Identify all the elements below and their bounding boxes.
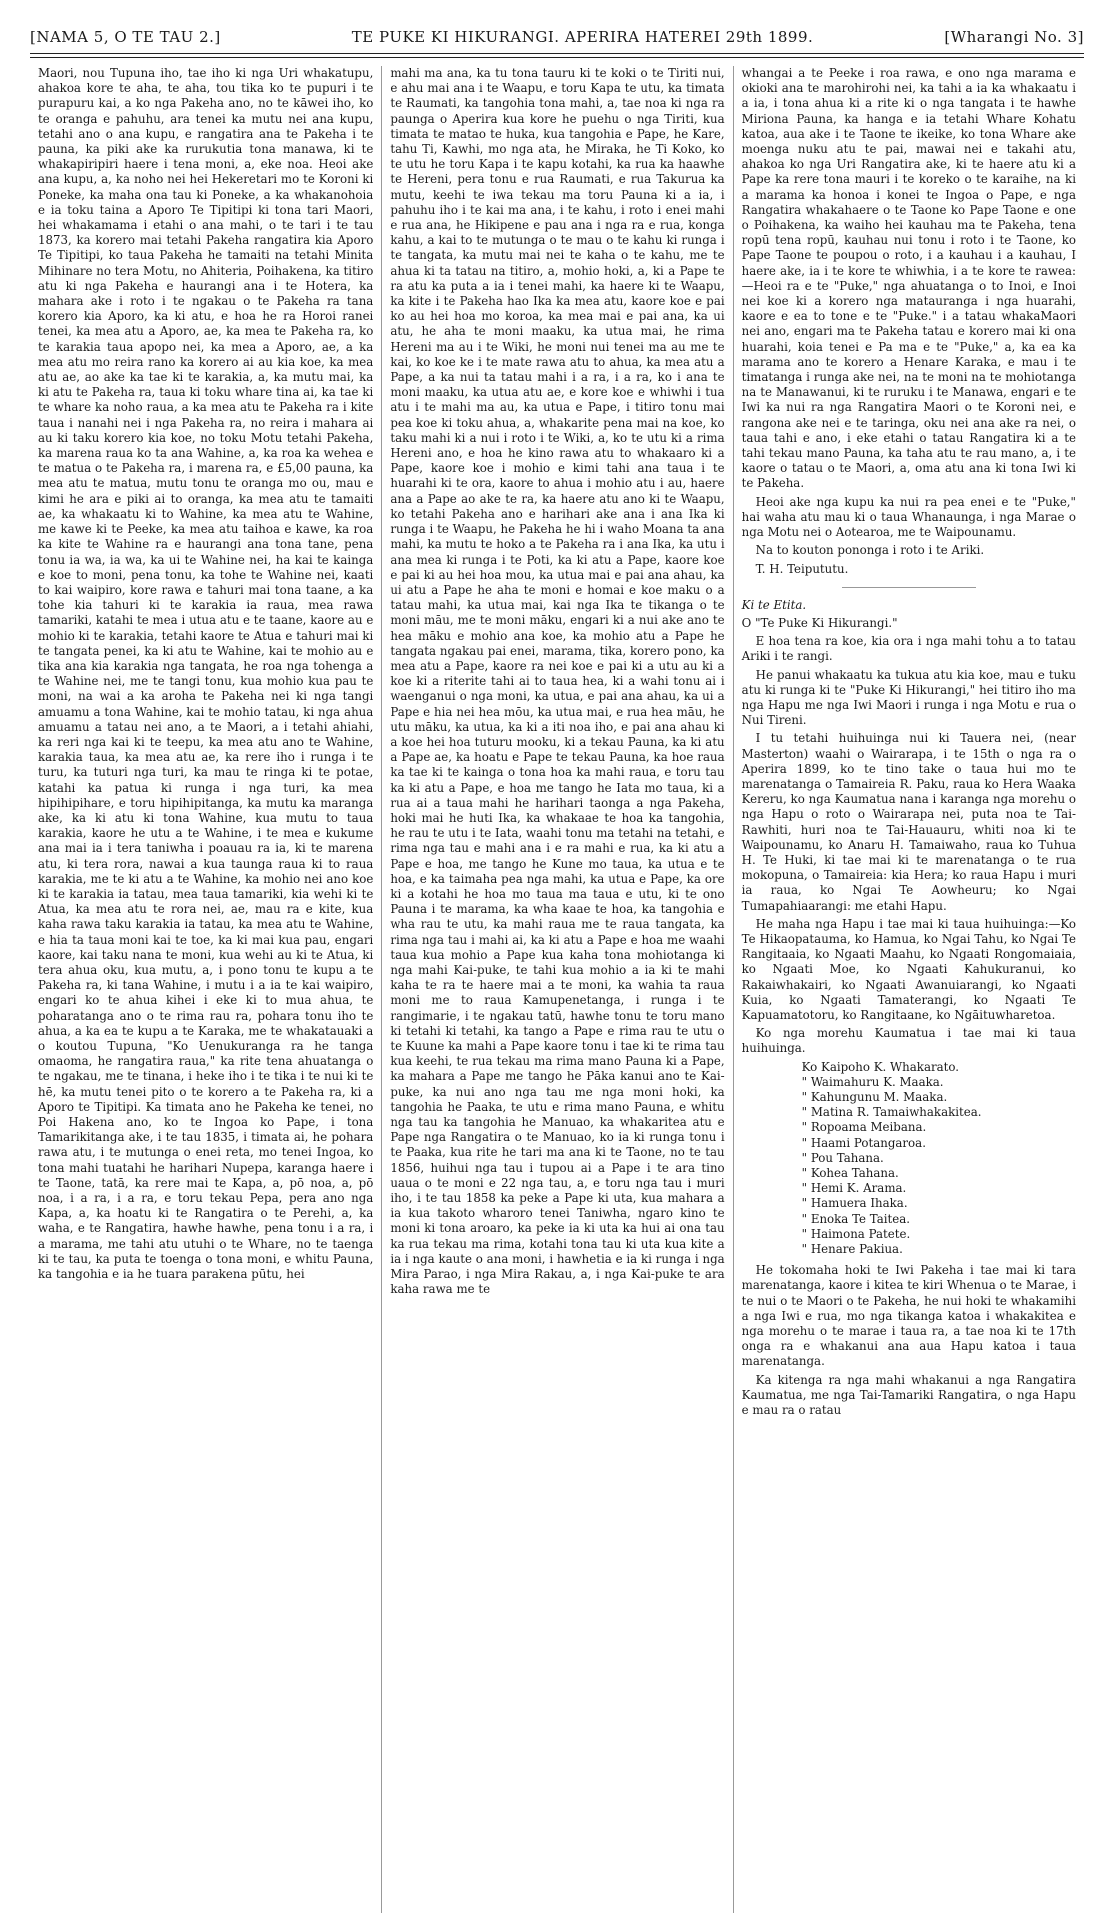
elder-item: " Hemi K. Arama.	[801, 1181, 907, 1196]
letter-signature: T. H. Teipututu.	[755, 561, 849, 576]
column-1	[30, 66, 381, 1913]
letter2-paragraph: He maha nga Hapu i tae mai ki taua huihuinga:—Ko Te Hikaopatauma, ko Hamua, ko Ngai Tahu, ko Ngai Te Rangitaaia, ko Ngaati Maahu, ko Ngaati Rongomaiaia, ko Ngaati Moe, ko Ngaati Kahukuranui, ko Rakaiwhakairi, ko Ngaati Awanuiarangi, ko Ngaati Kuia, ko Ngaati Tamaterangi, ko Ngaati Te Kapuamatotoru, ko Rangitaane, ko Ngāituwharetoa.	[741, 916, 1076, 1022]
letter-separator	[842, 587, 976, 588]
elder-item: " Haami Potangaroa.	[801, 1135, 926, 1150]
issue-date: APERIRA HATEREI 29th 1899.	[564, 28, 814, 46]
header-rule-thin	[30, 57, 1084, 58]
column-3-paragraph: Heoi ake nga kupu ka nui ra pea enei e te "Puke," hai waha atu mau ki o taua Whanaunga, i nga Marae o nga Motu nei o Aotearoa, me te Waipounamu.	[741, 494, 1076, 540]
elder-item: " Matina R. Tamaiwhakakitea.	[801, 1105, 982, 1120]
elder-item: " Kahungunu M. Maaka.	[801, 1090, 948, 1104]
column-1-paragraph: Maori, nou Tupuna iho, tae iho ki nga Uri whakatupu, ahakoa kore te aha, te aha, tou tika ko te pupuri i te purapuru kai, a ko nga Pakeha ano, no te kāwei iho, ko te oranga e pahuhu, ara tenei ka mutu nei ana kupu, tetahi ano o ana kupu, e rangatira ana te Pakeha i te pauna, ka piki ake ka rurukutia tona manawa, ki te whakapiripiri haere i tena moni, a, eke noa. Heoi ake ana kupu, a, ka noho nei hei Hekeretari mo te Koroni ki Poneke, ka maha ona tau ki Poneke, a ka whakanohoia e ia toku taina a Aporo Te Tipitipi ki tona tari Maori, hei whakamama i etahi o ana mahi, o te tari i te tau 1873, ka korero mai tetahi Pakeha rangatira kia Aporo Te Tipitipi, ko taua Pakeha he tamaiti na tetahi Minita Mihinare no tera Motu, no Ahiteria, Poihakena, ka titiro atu ki nga Pakeha e haurangi ana i te Hotera, ka mahara ake i roto i te ngakau o te Pakeha ra tana korero kia Aporo, ka ki atu, e hoa he ra Horoi ranei tenei, ka mea atu a Aporo, ae, ka mea te Pakeha ra, ko te karakia taua apopo nei, ka mea a Aporo, ae, a ka mea atu mo reira rano ka korero ai au kia koe, ka mea atu ae, ao ake ka tae ki te karakia, a, ka mutu mai, ka ki atu te Pakeha ra, taua ki toku whare tina ai, ka tae ki te whare ka noho raua, a ka mea atu te Pakeha ra i kite taua i nanahi nei i nga Pakeha ra, no reira i mahara ai au ki taku korero kia koe, no toku Motu tetahi Pakeha, ka marena raua ko ta ana Wahine, a, ka roa ka wehea e te matua o te Pakeha ra, i marena ra, e £5,00 pauna, ka mea atu te matua, mutu tonu te oranga mo ou, mau e kimi he ara e piki ai to oranga, ka mea atu te tamaiti ae, ka whakaatu ki to Wahine, ka mea atu te Wahine, me kawe ki te Peeke, ka mea atu taihoa e kawe, ka roa ka kite te Wahine ra e haurangi ana tona tane, pena tonu ia wa, ia wa, ka ui te Wahine nei, ha kai te kainga e koe to moni, pena tonu, ka tohe te Wahine nei, kaati to kai waipiro, kore rawa e tahuri mai tona taane, a ka tohe kia tahuri ki te karakia ia raua, mea rawa tamariki, katahi te mea i utua atu e te taane, kaore au e mohio ki te karakia, tetahi kaore te Atua e tahuri mai ki te tangata penei, ka ki atu te Wahine, kai te mohio au e tika ana kia karakia nga tangata, he roa nga tohenga a te Wahine nei, me te tangi tonu, kua mohio kua pau te moni, na wai a ka aroha te Pakeha nei ki nga tangi amuamu a tona Wahine, kai te mohio tatau, ki nga ahua amuamu a tatau nei ano, a te Maori, a i tetahi ahiahi, ka reri nga kai ki te teepu, ka mea atu ano te Wahine, karakia taua, ka mea atu ae, ka rere iho i runga i te turu, ka tuturi nga turi, ka mau te ringa ki te potae, katahi ka patua ki runga i nga turi, ka mea hipihipihare, e toru hipihipitanga, ka mutu ka maranga ake, ka ki atu ki tona Wahine, kua mutu to taua karakia, kaore he utu a te Wahine, i te mea e kukume ana mai ia i tera taniwha i poauau ra ia, ki te marena atu, ki tera rora, nawai a kua taunga raua ki to raua karakia, me te ki atu a te Wahine, ka mohio nei ano koe ki te karakia ia tatau, mea taua tamariki, kia wehi ki te Atua, ka mea atu te rora nei, ae, mau ra e kite, kua kaha rawa taku karakia ia tatau, ka mea atu te Wahine, e hia ta taua moni kai te toe, ka ki mai kua pau, engari kaore, kai taku nana te moni, kua wehi au ki te Atua, ki tera ahua oku, kua mutu, a, i pono tonu te kupu a te Pakeha ra, ki tana Wahine, i mutu i a ia te kai waipiro, engari ko te ahua kihei i eke ki to mua ahua, te poharatanga ano o te rima rau ra, pohara tonu iho te ahua, a ka ea te kupu a te Karaka, me te whakatauaki a o koutou Tupuna, "Ko Uenukuranga ra he tanga omaoma, he rangatira raua," ka rite tena ahuatanga o te ngakau, me te tinana, i heke iho i te tika i te nui ki te hē, ka mutu tenei pito o te korero a te Pakeha ra, ki a Aporo te Tipitipi. Ka timata ano he Pakeha ke tenei, no Poi Hakena ano, ko te Ingoa ko Pape, i tona Tamarikitanga ake, i te tau 1835, i timata ai, he pohara rawa atu, i te mutunga o enei reta, mo tenei Ingoa, ko tona mahi tuatahi he harihari Nupepa, karanga haere i te Taone, tatā, ka rere mai te Kapa, a, pō noa, a, pō noa, i a ra, i a ra, e toru tekau Pepa, pera ano nga Kapa, a, ka hoatu ki te Rangatira o te Perehi, a, ka waha, e te Rangatira, hawhe hawhe, pena tonu i a ra, i a marama, me tahi atu utuhi o te Whare, no te taenga ki te tau, ka puta te toenga o tona moni, e whitu Pauna, ka tangohia e ia he tuara parakena pūtu, hei	[38, 66, 374, 1282]
letter2-paragraph: I tu tetahi huihuinga nui ki Tauera nei, (near Masterton) waahi o Wairarapa, i te 15th o nga ra o Aperira 1899, ko te tino take o taua hui mo te marenatanga o Tamaireia R. Paku, raua ko Hera Waaka Kereru, ko nga Kaumatua nana i karanga nga morehu o nga Hapu o roto o Wairarapa nei, puta noa te Tai-Rawhiti, huri noa te Tai-Hauauru, whiti noa ki te Waipounamu, ko Anaru H. Tamaiwaho, raua ko Tuhua H. Te Huki, ki tae mai ki te marenatanga o te rua mokopuna, o Tamaireia: kia Hera; ko raua Hapu i muri ia raua, ko Ngai Te Aowheuru; ko Ngai Tumapahiaarangi: me etahi Hapu.	[741, 731, 1076, 913]
elder-item: " Waimahuru K. Maaka.	[801, 1074, 944, 1089]
letter2-paragraph: Ko nga morehu Kaumatua i tae mai ki taua huihuinga.	[741, 1026, 1076, 1056]
letter-closing: Na to kouton pononga i roto i te Ariki.	[755, 543, 985, 558]
elder-item: " Henare Pakiua.	[801, 1242, 903, 1257]
elder-item: " Haimona Patete.	[801, 1226, 911, 1241]
elder-item: " Enoka Te Taitea.	[801, 1211, 911, 1226]
column-2-paragraph: mahi ma ana, ka tu tona tauru ki te koki o te Tiriti nui, e ahu mai ana i te Waapu, e toru Kapa te utu, ka timata te Raumati, ka tangohia tona mahi, a, tae noa ki nga ra paunga o Aperira kua kore he puehu o nga Tiriti, kua timata te matao te huka, kua tangohia e Pape, he Kare, tahu Ti, Kawhi, mo nga ata, he Miraka, he Ti Koko, ko te utu he toru Kapa i te kapu kotahi, ka rua ka haawhe te Hereni, pera tonu e rua Raumati, e rua Takurua ka mutu, keehi te iwa tekau ma toru Pauna ki a ia, i pahuhu iho i te kai ma ana, i te kahu, i roto i enei mahi e rua ana, he Hikipene e pau ana i nga ra e rua, konga kahu, a kai to te mutunga o te mau o te kahu ki runga i te tangata, ka mutu mai nei te kaha o te kahu, me te ahua ki ta tatau na titiro, a, mohio hoki, a, ki a Pape te ra atu ka puta a ia i tenei mahi, ka haere ki te Waapu, ka kite i te Pakeha hao Ika ka mea atu, kaore koe e pai ko au hei hoa mo koroa, ka mea mai e pai ana, ka ui atu, he aha te moni maaku, ka utua mai, he rima Hereni ma au i te Wiki, he moni nui tenei ma au me te kai, ko koe ke i te mate rawa atu to ahua, ka mea atu a Pape, a ka nui ta tatau mahi i a ra, i a ra, ko i ana te moni maaku, ka utua atu ae, e kore koe e whiwhi i tua atu i te mahi ma au, ka utua e Pape, i titiro tonu mai pea koe ki toku ahua, a, whakarite pena mai na koe, ko taku mahi ki a nui i roto i te Wiki, a, ko te utu ki a rima Hereni ano, e hoa he kino rawa atu to whakaaro ki a Pape, kaore koe i mohio e kimi tahi ana taua i te huarahi ki te ora, kaore to ahua i mohio atu i au, haere ana a Pape ao ake te ra, ka haere atu ano ki te Waapu, ko tetahi Pakeha ano e harihari ake ana i ana Ika ki runga i te Waapu, he Pakeha he hi i waho Moana ta ana mahi, ka mutu te hoko a te Pakeha ra i ana Ika, ka utu i ana mea ki runga i te Poti, ka ki atu a Pape, kaore koe e pai ki au hei hoa mou, ka utua mai e pai ana ahau, ka ui atu a Pape he aha te moni e homai e koe maku o a tatau mahi, ka utua mai, kai nga Ika te tikanga o te moni māu, me te moni māku, engari ki a nui ake ano te hea māku e mohio ana koe, ka mohio atu a Pape he tangata ngakau pai enei, marama, tika, korero pono, ka mea atu a Pape, kaore ra nei koe e pai ki a utu au ki a koe ki a riterite tahi ai to taua hea, ki a wahi tonu ai i waenganui o nga moni, ka utua, e pai ana ahau, ka ui a Pape e hia nei hea mōu, ka utua mai, e rua hea māu, he utu māku, ka utua, ka ki a iti noa iho, e pai ana ahau ki a koe hei hoa tuturu mooku, ki a tekau Pauna, ka ki atu a Pape ae, ka hoatu e Pape te tekau Pauna, ka hoe raua ka tae ki te kainga o tona hoa ka mahi raua, e toru tau ka ki atu a Pape, e hoa me tango he Iata mo taua, ki a rua ai a taua mahi he harihari taonga a nga Pakeha, hoki mai he huti Ika, ka whakaae te hoa ka tangohia, he rau te utu i te Iata, waahi tonu ma tetahi na tetahi, e rima nga tau e mahi ana i e ra mahi e rua, ka ki atu a Pape e hoa, me tango he Kune mo taua, ka utua e te hoa, e ka taimaha pea nga mahi, ka utua e Pape, ka ore ki a kotahi he hoa mo taua ma taua e utu, ki te ono Pauna i te marama, ka wha kaae te hoa, ka tangohia e wha rau te utu, ka mahi raua me te raua tangata, ka rima nga tau i mahi ai, ka ki atu a Pape e hoa me waahi taua kua mohio a Pape kua kaha tona mohiotanga ki nga mahi Kai-puke, te tahi kua mohio a ia ki te mahi kaha te ra te haere mai a te moni, ka wahia ta raua moni me to raua Kamupenetanga, i runga i te rangimarie, i te ngakau tatū, hawhe tonu te toru mano ki tetahi ki tetahi, ka tango a Pape e rima rau te utu o te Kuune ka mahi a Pape kaore tonu i tae ki te rima tau kua keehi, te rua tekau ma rima mano Pauna ki a Pape, ka mahara a Pape me tango he Pāka kanui ano te Kai-puke, ka nui ano nga tau me nga moni hoki, ka tangohia he Paaka, te utu e rima mano Pauna, e whitu nga tau ka tangohia he Manuao, ka whakaritea atu e Pape nga Rangatira o te Manuao, ko ia ki runga tonu i te Paaka, kua rite he tari ma ana ki te Taone, no te tau 1856, huihui nga tau i tupou ai a Pape i te ara tino uaua o te moni e 22 nga tau, a, e toru nga tau i muri iho, i te tau 1858 ka peke a Pape ki uta, kua mahara a ia kua takoto wharoro tenei Taniwha, ngaro kino te moni ki tona aroaro, ka peke ia ki uta ka hui ai ona tau ka rua tekau ma rima, kotahi tona tau ki uta kua kite a ia i nga kaute o ana moni, i hawhetia e ia ki runga i nga Mira Parao, i nga Mira Rakau, a, i nga Kai-puke te ara kaha rawa me te	[390, 66, 725, 1297]
newspaper-title: TE PUKE KI HIKURANGI.	[351, 28, 560, 46]
column-3	[733, 66, 1084, 1913]
letter2-to: Ki te Etita.	[741, 597, 807, 612]
letter2-paragraph: E hoa tena ra koe, kia ora i nga mahi tohu a to tatau Ariki i te rangi.	[741, 634, 1076, 664]
elder-item: " Kohea Tahana.	[801, 1166, 899, 1181]
column-2	[381, 66, 732, 1913]
column-3-paragraph: whangai a te Peeke i roa rawa, e ono nga marama e okioki ana te marohirohi nei, ka tahi a ia ka whakaatu i a ia, i tona ahua ki a rite ki o nga tangata i te hawhe Miriona Pauna, ka hanga e ia tetahi Whare Kohatu katoa, aua ake i te Taone te ikeike, ko tona Whare ake moenga nuku atu te pai, mawai nei e takahi atu, ahakoa ko nga Uri Rangatira ake, ki te haere atu ki a Pape ka rere tona mauri i te koreko o te karaihe, na ki a marama ka honoa i konei te Ingoa o Pape, e nga Rangatira whakahaere o te Taone ko Pape Taone e one o Poihakena, ka waiho hei kauhau ma te Pakeha, tena ropū tena ropū, kauhau nui tonu i roto i te Taone, ko Pape Taone te poupou o roto, i a kauhau i a kauhau, I haere ake, ia i te kore te whiwhia, i a te kore te rawea:—Heoi ra e te "Puke," nga ahuatanga o to Inoi, e Inoi nei koe ki a korero nga matauranga i nga huarahi, kaore e ea to tone e te "Puke." i a tatau whakaMaori nei ano, engari ma te Pakeha tatau e korero mai ki ona huarahi, koia tenei e Pa ma e te "Puke," a, ka ea ka marama ano te korero a Henare Karaka, e mau i te timatanga i runga ake nei, na te moni na te mohiotanga na te Manawanui, ki te ruruku i te Manawa, engari e te Iwi ka nui ra nga Rangatira Maori o te Koroni nei, e rangona ake nei e te taringa, oku nei ana ake ra nei, o taua tahi e ano, i eke etahi o tatau Rangatira ki a te tahi tekau mano Pauna, ka taha atu te rau mano, a, i te kaore o tatau o te Maori, a, oma atu ana ki tona Iwi ki te Pakeha.	[741, 66, 1076, 491]
elder-item: Ko Kaipoho K. Whakarato.	[801, 1059, 960, 1074]
article-columns	[30, 66, 1084, 1913]
header-rule	[30, 53, 1084, 54]
elder-item: " Hamuera Ihaka.	[801, 1196, 908, 1211]
page-header	[30, 28, 1084, 52]
letter2-paragraph: He tokomaha hoki te Iwi Pakeha i tae mai ki tara marenatanga, kaore i kitea te kiri Whenua o te Marae, i te nui o te Maori o te Pakeha, he nui hoki te whakamihi a nga Iwi e rua, mo nga tikanga katoa i whakakitea e nga morehu o te marae i taua ra, a tae noa ki te 17th onga ra e whakanui ana aua Hapu katoa i taua marenatanga.	[741, 1263, 1076, 1369]
letter2-paragraph: Ka kitenga ra nga mahi whakanui a nga Rangatira Kaumatua, me nga Tai-Tamariki Rangatira, o nga Hapu e mau ra o ratau	[741, 1372, 1076, 1418]
page-number: [Wharangi No. 3]	[944, 28, 1084, 46]
letter2-addressee: O "Te Puke Ki Hikurangi."	[741, 615, 898, 630]
masthead-title	[352, 28, 814, 46]
elders-list	[802, 1060, 1076, 1258]
elder-item: " Pou Tahana.	[801, 1150, 884, 1165]
elder-item: " Ropoama Meibana.	[801, 1120, 927, 1135]
letter2-paragraph: He panui whakaatu ka tukua atu kia koe, mau e tuku atu ki runga ki te "Puke Ki Hikurangi," hei titiro iho ma nga Hapu me nga Iwi Maori i runga i nga Motu e rua o Nui Tireni.	[741, 667, 1076, 728]
issue-number: [NAMA 5, O TE TAU 2.]	[30, 28, 221, 46]
